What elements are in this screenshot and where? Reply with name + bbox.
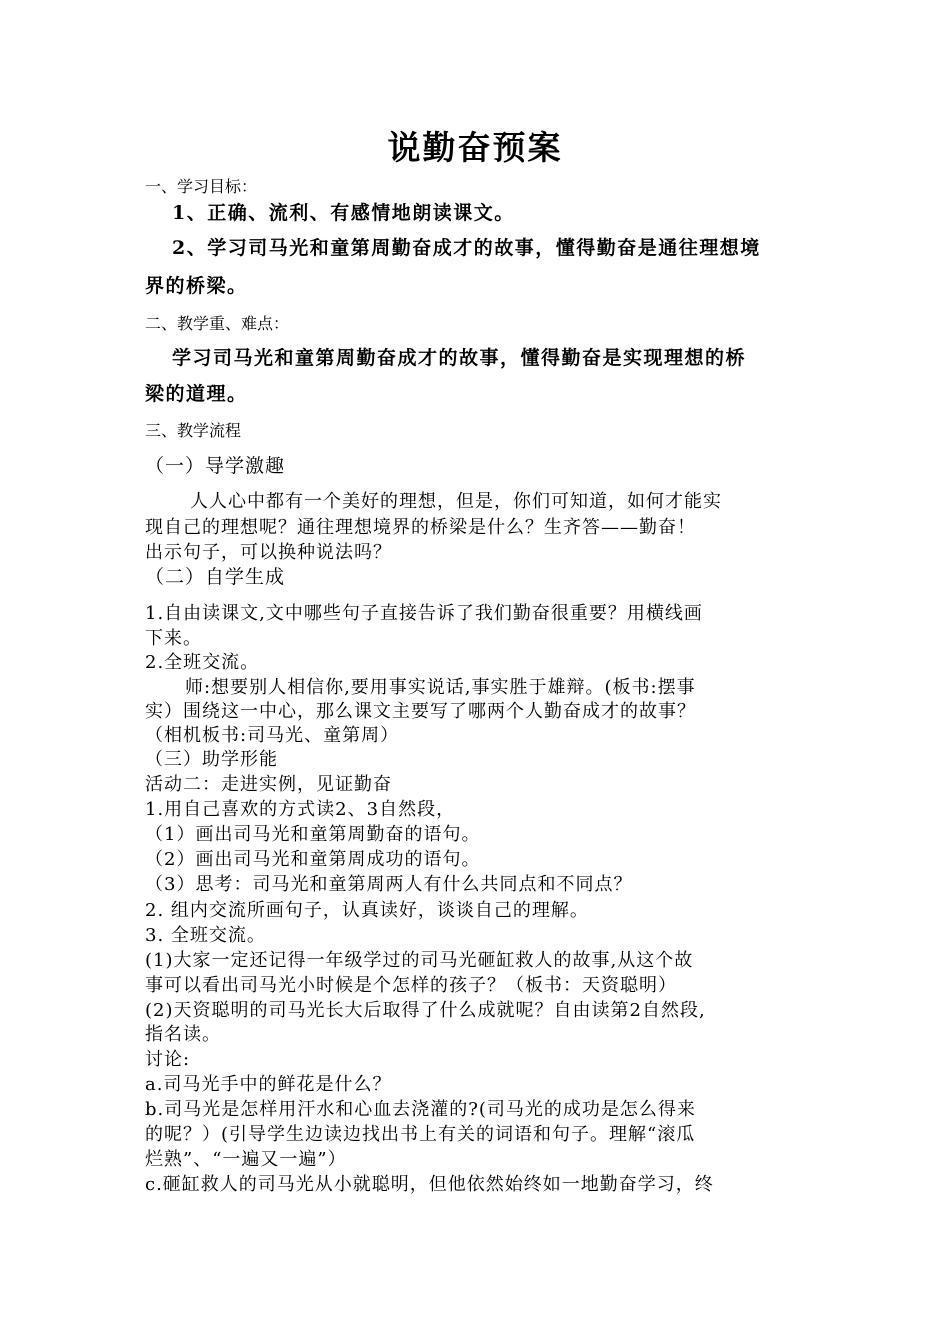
paragraph-line: 下来。	[145, 628, 202, 649]
paragraph-line: （相机板书:司马光、童第周）	[145, 725, 400, 746]
paragraph-line: （3）思考：司马光和童第周两人有什么共同点和不同点？	[145, 874, 633, 895]
document-title: 说勤奋预案	[387, 128, 563, 167]
paragraph-line: 活动二：走进实例，见证勤奋	[145, 774, 392, 795]
paragraph-line: 3. 全班交流。	[145, 925, 266, 946]
paragraph-line: 2.全班交流。	[145, 652, 260, 673]
paragraph-line: 2. 组内交流所画句子，认真读好，谈谈自己的理解。	[145, 900, 589, 921]
paragraph-line: (2)天资聪明的司马光长大后取得了什么成就呢？自由读第2自然段,	[145, 1000, 706, 1021]
subheading-part-2: （二）自学生成	[145, 566, 286, 588]
paragraph-line: 出示句子，可以换种说法吗？	[145, 542, 392, 563]
paragraph-line: b.司马光是怎样用汗水和心血去浇灌的?(司马光的成功是怎么得来	[145, 1099, 696, 1120]
paragraph-line: 事可以看出司马光小时候是个怎样的孩子？（板书：天资聪明）	[145, 975, 677, 996]
section-heading-goals: 一、学习目标：	[145, 177, 258, 196]
paragraph-line: (1)大家一定还记得一年级学过的司马光砸缸救人的故事,从这个故	[145, 950, 694, 971]
paragraph-line: （2）画出司马光和童第周成功的语句。	[145, 849, 481, 870]
paragraph-line: 指名读。	[145, 1024, 221, 1045]
focus-text: 学习司马光和童第周勤奋成才的故事，懂得勤奋是实现理想的桥	[172, 347, 747, 369]
paragraph-line: c.砸缸救人的司马光从小就聪明，但他依然始终如一地勤奋学习，终	[145, 1174, 714, 1195]
focus-text-cont: 梁的道理。	[145, 383, 248, 405]
paragraph-line: 实）围绕这一中心，那么课文主要写了哪两个人勤奋成才的故事？	[145, 701, 696, 722]
section-heading-focus: 二、教学重、难点：	[145, 314, 290, 333]
paragraph-line: 1.自由读课文,文中哪些句子直接告诉了我们勤奋很重要？用横线画	[145, 603, 703, 624]
paragraph-line: （1）画出司马光和童第周勤奋的语句。	[145, 824, 481, 845]
goal-item-2-cont: 界的桥梁。	[145, 275, 248, 297]
paragraph-line: 的呢？）(引导学生边读边找出书上有关的词语和句子。理解“滚瓜	[145, 1124, 696, 1145]
paragraph-line: a.司马光手中的鲜花是什么？	[145, 1074, 392, 1095]
subheading-part-1: （一）导学激趣	[145, 455, 286, 477]
goal-item-1: 1、正确、流利、有感情地朗读课文。	[172, 202, 515, 224]
paragraph-line: 烂熟”、“一遍又一遍”）	[145, 1149, 347, 1170]
paragraph-line: 师:想要别人相信你,要用事实说话,事实胜于雄辩。(板书:摆事	[185, 677, 696, 698]
goal-item-2: 2、学习司马光和童第周勤奋成才的故事，懂得勤奋是通往理想境	[172, 237, 761, 259]
subheading-part-3: （三）助学形能	[145, 749, 278, 770]
paragraph-line: 讨论:	[145, 1049, 191, 1070]
paragraph-line: 1.用自己喜欢的方式读2、3自然段，	[145, 799, 456, 820]
section-heading-process: 三、教学流程	[145, 421, 242, 440]
paragraph-line: 人人心中都有一个美好的理想，但是，你们可知道，如何才能实	[190, 491, 722, 512]
paragraph-line: 现自己的理想呢？通往理想境界的桥梁是什么？生齐答——勤奋！	[145, 517, 696, 538]
